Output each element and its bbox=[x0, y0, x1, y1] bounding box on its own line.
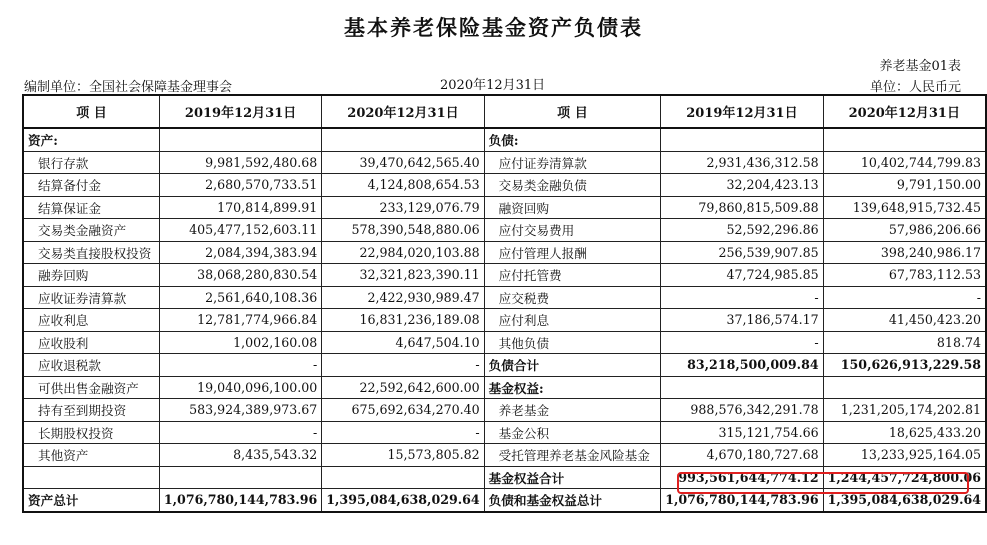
cell: 基金权益合计 bbox=[484, 466, 661, 489]
cell: 1,076,780,144,783.96 bbox=[159, 489, 321, 512]
cell: 988,576,342,291.78 bbox=[661, 399, 823, 422]
cell: 256,539,907.85 bbox=[661, 241, 823, 264]
table-row bbox=[23, 241, 986, 264]
cell: 资产总计 bbox=[23, 489, 159, 512]
cell: 融券回购 bbox=[23, 264, 159, 287]
cell: 67,783,112.53 bbox=[823, 264, 986, 287]
cell: 13,233,925,164.05 bbox=[823, 444, 986, 467]
cell bbox=[661, 376, 823, 399]
highlight-box bbox=[677, 472, 969, 494]
cell: 19,040,096,100.00 bbox=[159, 376, 321, 399]
unit-label: 单位：人民币元 bbox=[869, 80, 961, 95]
cell: 交易类直接股权投资 bbox=[23, 241, 159, 264]
table-row bbox=[23, 331, 986, 354]
cell: 2,680,570,733.51 bbox=[159, 174, 321, 197]
cell: 8,435,543.32 bbox=[159, 444, 321, 467]
cell: 578,390,548,880.06 bbox=[322, 219, 484, 242]
table-row bbox=[23, 354, 986, 377]
cell: 养老基金 bbox=[484, 399, 661, 422]
cell: 融资回购 bbox=[484, 196, 661, 219]
cell: 315,121,754.66 bbox=[661, 421, 823, 444]
cell: 长期股权投资 bbox=[23, 421, 159, 444]
cell: 150,626,913,229.58 bbox=[823, 354, 986, 377]
cell: 16,831,236,189.08 bbox=[322, 309, 484, 332]
balance-sheet-table bbox=[22, 94, 987, 513]
cell: 结算备付金 bbox=[23, 174, 159, 197]
cell bbox=[322, 466, 484, 489]
cell bbox=[823, 128, 986, 151]
cell: 1,395,084,638,029.64 bbox=[823, 489, 986, 512]
form-number: 养老基金01表 bbox=[879, 59, 961, 74]
cell: - bbox=[661, 286, 823, 309]
cell: 22,592,642,600.00 bbox=[322, 376, 484, 399]
cell: 170,814,899.91 bbox=[159, 196, 321, 219]
table-row bbox=[23, 151, 986, 174]
org-label: 编制单位：全国社会保障基金理事会 bbox=[24, 80, 233, 95]
report-date: 2020年12月31日 bbox=[440, 78, 546, 93]
table-row bbox=[23, 219, 986, 242]
cell: 基金公积 bbox=[484, 421, 661, 444]
cell: 2,931,436,312.58 bbox=[661, 151, 823, 174]
header-2020-left: 2020年12月31日 bbox=[322, 95, 484, 128]
cell: 57,986,206.66 bbox=[823, 219, 986, 242]
cell: 233,129,076.79 bbox=[322, 196, 484, 219]
cell: 18,625,433.20 bbox=[823, 421, 986, 444]
cell: 2,422,930,989.47 bbox=[322, 286, 484, 309]
cell: 应付交易费用 bbox=[484, 219, 661, 242]
cell: - bbox=[322, 354, 484, 377]
cell: 52,592,296.86 bbox=[661, 219, 823, 242]
header-item-left: 项 目 bbox=[23, 95, 159, 128]
cell: 1,231,205,174,202.81 bbox=[823, 399, 986, 422]
table-row bbox=[23, 421, 986, 444]
cell: 4,670,180,727.68 bbox=[661, 444, 823, 467]
cell: 9,791,150.00 bbox=[823, 174, 986, 197]
table-row bbox=[23, 376, 986, 399]
cell: 应收利息 bbox=[23, 309, 159, 332]
cell bbox=[823, 376, 986, 399]
cell bbox=[661, 128, 823, 151]
cell: 应付管理人报酬 bbox=[484, 241, 661, 264]
cell: 其他资产 bbox=[23, 444, 159, 467]
header-item-right: 项 目 bbox=[484, 95, 661, 128]
cell bbox=[23, 466, 159, 489]
cell: 交易类金融负债 bbox=[484, 174, 661, 197]
cell: 持有至到期投资 bbox=[23, 399, 159, 422]
cell: 675,692,634,270.40 bbox=[322, 399, 484, 422]
cell: - bbox=[159, 354, 321, 377]
cell: 139,648,915,732.45 bbox=[823, 196, 986, 219]
table-row bbox=[23, 196, 986, 219]
cell: 79,860,815,509.88 bbox=[661, 196, 823, 219]
cell: 47,724,985.85 bbox=[661, 264, 823, 287]
cell: 583,924,389,973.67 bbox=[159, 399, 321, 422]
cell: 应收退税款 bbox=[23, 354, 159, 377]
cell: 交易类金融资产 bbox=[23, 219, 159, 242]
cell: 银行存款 bbox=[23, 151, 159, 174]
table-header-row bbox=[23, 95, 986, 128]
cell: 83,218,500,009.84 bbox=[661, 354, 823, 377]
cell: - bbox=[322, 421, 484, 444]
cell: 37,186,574.17 bbox=[661, 309, 823, 332]
cell: 应付证券清算款 bbox=[484, 151, 661, 174]
cell bbox=[322, 128, 484, 151]
table-row bbox=[23, 264, 986, 287]
cell: 10,402,744,799.83 bbox=[823, 151, 986, 174]
table-row bbox=[23, 128, 986, 151]
table-row bbox=[23, 309, 986, 332]
cell: 资产: bbox=[23, 128, 159, 151]
cell: 应收证券清算款 bbox=[23, 286, 159, 309]
cell: 应交税费 bbox=[484, 286, 661, 309]
fund-equity-total-2020: 1,244,457,724,800.06 bbox=[823, 466, 986, 489]
cell: 32,204,423.13 bbox=[661, 174, 823, 197]
cell: - bbox=[823, 286, 986, 309]
cell: 41,450,423.20 bbox=[823, 309, 986, 332]
cell: 38,068,280,830.54 bbox=[159, 264, 321, 287]
cell: 4,647,504.10 bbox=[322, 331, 484, 354]
cell: 应付利息 bbox=[484, 309, 661, 332]
cell: 1,002,160.08 bbox=[159, 331, 321, 354]
cell: 负债: bbox=[484, 128, 661, 151]
cell bbox=[159, 466, 321, 489]
header-2019-left: 2019年12月31日 bbox=[159, 95, 321, 128]
table-row bbox=[23, 399, 986, 422]
cell: 结算保证金 bbox=[23, 196, 159, 219]
cell: - bbox=[159, 421, 321, 444]
cell: 398,240,986.17 bbox=[823, 241, 986, 264]
table-row bbox=[23, 174, 986, 197]
cell: 受托管理养老基金风险基金 bbox=[484, 444, 661, 467]
cell: 405,477,152,603.11 bbox=[159, 219, 321, 242]
cell: 基金权益: bbox=[484, 376, 661, 399]
table-row bbox=[23, 444, 986, 467]
cell: 负债和基金权益总计 bbox=[484, 489, 661, 512]
header-2019-right: 2019年12月31日 bbox=[661, 95, 823, 128]
cell: 15,573,805.82 bbox=[322, 444, 484, 467]
fund-equity-total-2019: 993,561,644,774.12 bbox=[661, 466, 823, 489]
page-title: 基本养老保险基金资产负债表 bbox=[344, 15, 643, 40]
cell: 应付托管费 bbox=[484, 264, 661, 287]
cell: 1,076,780,144,783.96 bbox=[661, 489, 823, 512]
cell: 22,984,020,103.88 bbox=[322, 241, 484, 264]
cell: 应收股利 bbox=[23, 331, 159, 354]
cell: 4,124,808,654.53 bbox=[322, 174, 484, 197]
cell: 12,781,774,966.84 bbox=[159, 309, 321, 332]
cell: 818.74 bbox=[823, 331, 986, 354]
cell: 1,395,084,638,029.64 bbox=[322, 489, 484, 512]
cell: 39,470,642,565.40 bbox=[322, 151, 484, 174]
cell: 2,084,394,383.94 bbox=[159, 241, 321, 264]
cell: - bbox=[661, 331, 823, 354]
cell: 其他负债 bbox=[484, 331, 661, 354]
cell: 9,981,592,480.68 bbox=[159, 151, 321, 174]
cell bbox=[159, 128, 321, 151]
table-row bbox=[23, 286, 986, 309]
cell: 2,561,640,108.36 bbox=[159, 286, 321, 309]
header-2020-right: 2020年12月31日 bbox=[823, 95, 986, 128]
cell: 负债合计 bbox=[484, 354, 661, 377]
cell: 可供出售金融资产 bbox=[23, 376, 159, 399]
cell: 32,321,823,390.11 bbox=[322, 264, 484, 287]
